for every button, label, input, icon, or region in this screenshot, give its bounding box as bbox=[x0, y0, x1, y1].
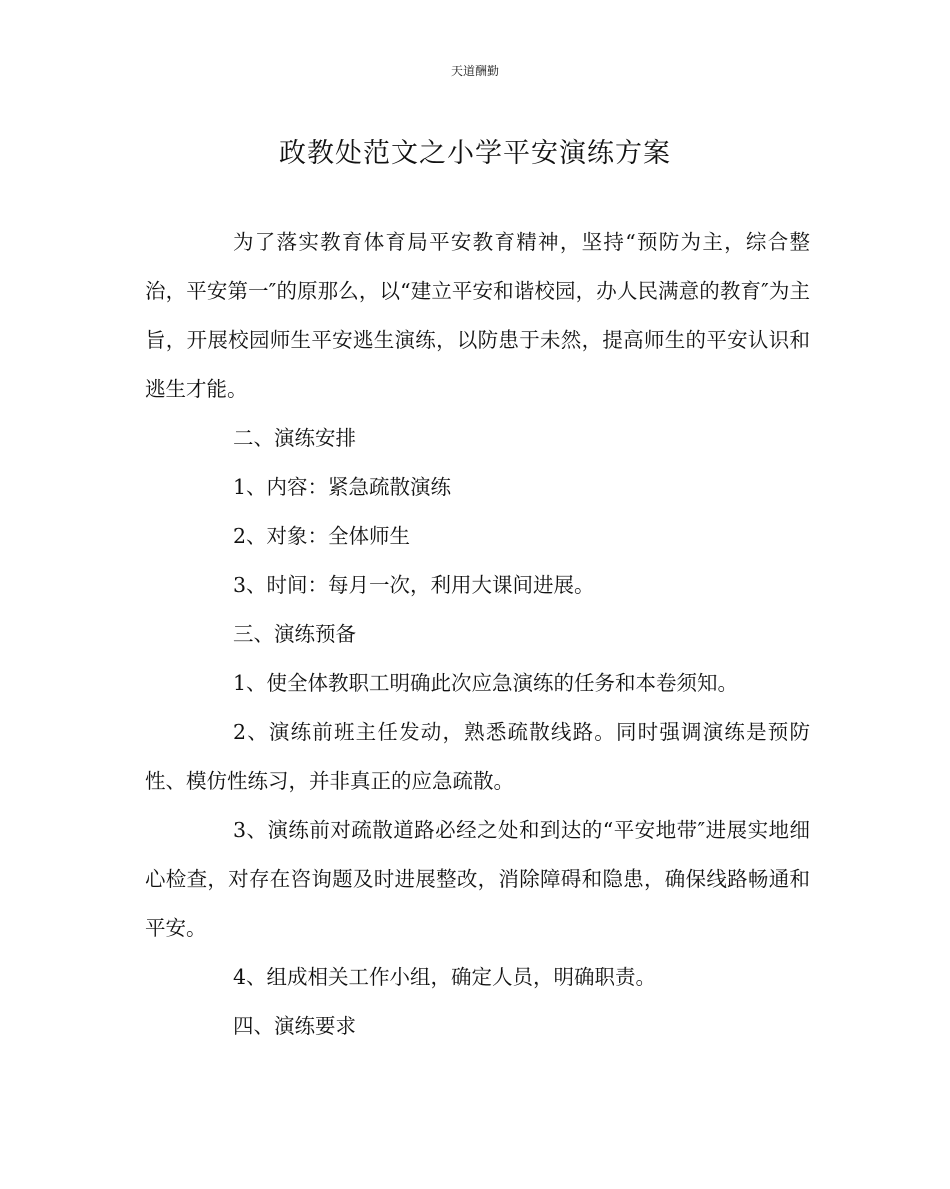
list-item: 2、对象：全体师生 bbox=[233, 524, 411, 548]
list-item: 3、时间：每月一次，利用大课间进展。 bbox=[233, 573, 595, 597]
list-item: 2、演练前班主任发动，熟悉疏散线路。同时强调演练是预防性、模仿性练习，并非真正的应急疏散。 bbox=[145, 720, 810, 793]
document-title: 政教处范文之小学平安演练方案 bbox=[279, 138, 671, 169]
page-header: 天道酬勤 bbox=[450, 64, 499, 78]
section-heading-preparation: 三、演练预备 bbox=[233, 622, 356, 646]
list-item: 4、组成相关工作小组，确定人员，明确职责。 bbox=[233, 965, 657, 989]
list-item: 3、演练前对疏散道路必经之处和到达的“平安地带″进展实地细心检查，对存在咨询题及时进展整改，消除障碍和隐患，确保线路畅通和平安。 bbox=[145, 818, 810, 940]
section-heading-requirements: 四、演练要求 bbox=[233, 1014, 356, 1038]
document-body bbox=[145, 218, 810, 1051]
list-item: 1、内容：紧急疏散演练 bbox=[233, 475, 452, 499]
section-heading-arrangement: 二、演练安排 bbox=[233, 426, 356, 450]
list-item: 1、使全体教职工明确此次应急演练的任务和本卷须知。 bbox=[233, 671, 739, 695]
intro-paragraph: 为了落实教育体育局平安教育精神，坚持“预防为主，综合整治，平安第一″的原那么，以“建立平安和谐校园，办人民满意的教育″为主旨，开展校园师生平安逃生演练，以防患于未然，提高师生的平安认识和逃生才能。 bbox=[145, 230, 810, 401]
